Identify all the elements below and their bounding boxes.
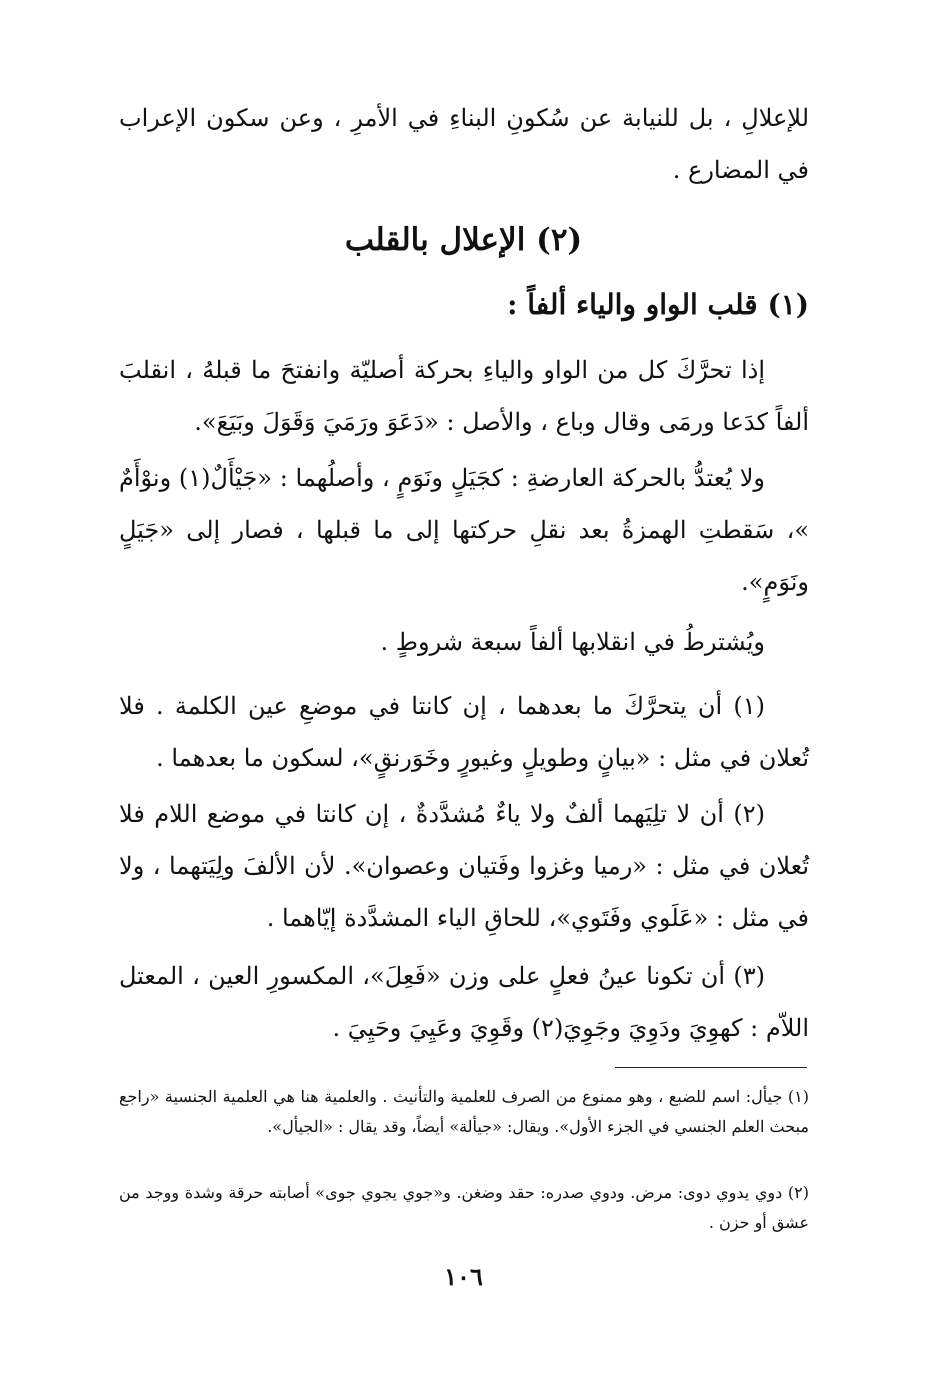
section-heading: (٢) الإعلال بالقلب <box>344 222 583 258</box>
continuation-paragraph: للإعلالِ ، بل للنيابة عن سُكونِ البناءِ في الأمرِ ، وعن سكون الإعراب في المضارع . <box>119 104 809 184</box>
footnote-1: (١) جيأل: اسم للضبع ، وهو ممنوع من الصرف للعلمية والتأنيث . والعلمية هنا هي العلمية الجنسية «راجع مبحث العلم الجنسي في الجزء الأول». ويقال: «جيألة» أيضاً، وقد يقال : «الجيأل». <box>119 1087 809 1136</box>
condition-1: (١) أن يتحرَّكَ ما بعدهما ، إن كانتا في موضعِ عين الكلمة . فلا تُعلان في مثل : «بيانٍ وطويلٍ وغيورٍ وخَوَرنقٍ»، لسكون ما بعدهما . <box>119 692 809 772</box>
condition-2: (٢) أن لا تلِيَهما ألفٌ ولا ياءٌ مُشدَّدةٌ ، إن كانتا في موضع اللام فلا تُعلان في مثل : «رميا وغزوا وفَتيان وعصوان». لأن الألفَ ولِيَتهما ، ولا في مثل : «عَلَوي وفَتَوي»، للحاقِ الياء المشدَّدة إيّاهما . <box>119 800 809 932</box>
page-number: ١٠٦ <box>444 1262 483 1291</box>
footnote-separator <box>615 1067 807 1068</box>
paragraph-rule: إذا تحرَّكَ كل من الواو والياءِ بحركة أصليّة وانفتحَ ما قبلهُ ، انقلبَ ألفاً كدَعا ورمَى وقال وباع ، والأصل : «دَعَوَ ورَمَيَ وَقَوَلَ وبَيَعَ». <box>119 356 809 436</box>
condition-3: (٣) أن تكونا عينُ فعلٍ على وزن «فَعِلَ»، المكسورِ العين ، المعتل اللاّم : كهوِيَ ودَوِيَ وجَوِيَ(٢) وقَوِيَ وعَيِيَ وحَيِيَ . <box>119 962 809 1042</box>
paragraph-conditions-intro: ويُشترطُ في انقلابها ألفاً سبعة شروطٍ . <box>380 628 765 656</box>
subsection-heading: (١) قلب الواو والياء ألفاً : <box>507 288 809 321</box>
footnote-2: (٢) دوي يدوي دوى: مرض. ودوي صدره: حقد وضغن. و«جوي يجوي جوى» أصابته حرقة وشدة ووجد من عشق أو حزن . <box>119 1183 809 1232</box>
paragraph-accidental-vowel: ولا يُعتدُّ بالحركة العارضةِ : كجَيَلٍ ونَوَمٍ ، وأصلُهما : «جَيْأَلٌ(١) ونوْأَمٌ »، سَقطتِ الهمزةُ بعد نقلِ حركتها إلى ما قبلها ، فصار إلى «جَيَلٍ ونَوَمٍ». <box>119 464 809 596</box>
